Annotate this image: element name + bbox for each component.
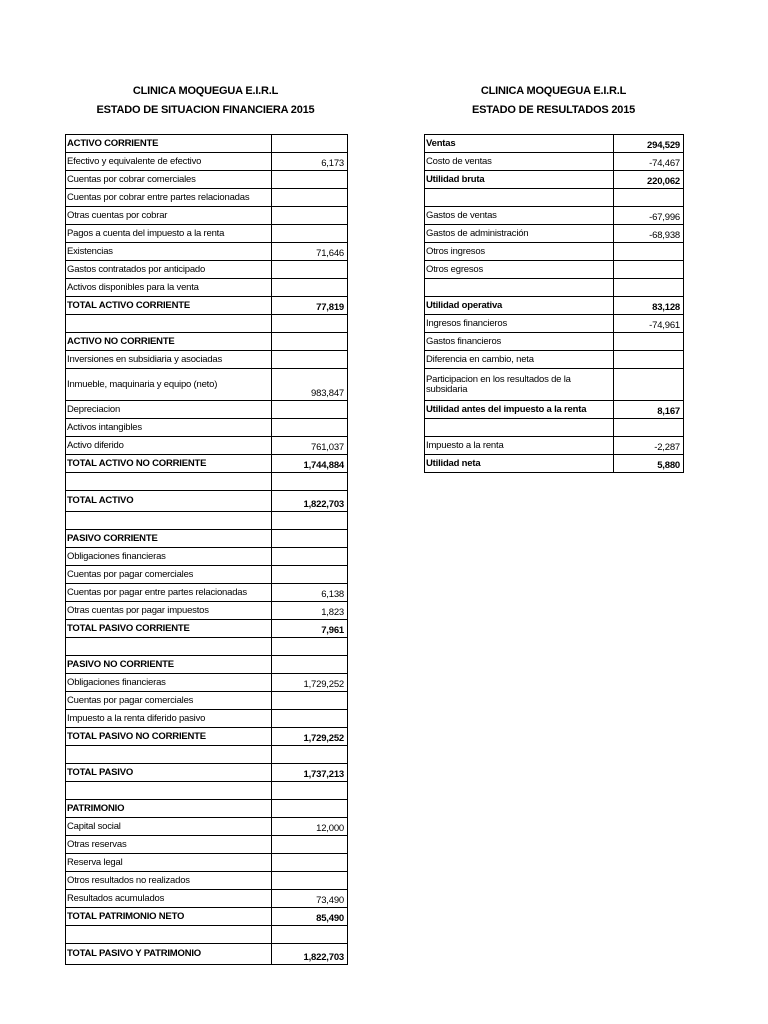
row-label (66, 746, 272, 764)
row-label: Activos disponibles para la venta (66, 279, 272, 297)
table-row (425, 351, 684, 369)
row-label: Gastos de ventas (425, 207, 614, 225)
row-amount (272, 401, 348, 419)
table-row (425, 369, 684, 401)
row-label: Reserva legal (66, 854, 272, 872)
table-row (66, 437, 348, 455)
row-amount: -74,961 (614, 315, 684, 333)
row-amount: -67,996 (614, 207, 684, 225)
row-label: Efectivo y equivalente de efectivo (66, 153, 272, 171)
row-amount: 294,529 (614, 135, 684, 153)
row-amount (272, 836, 348, 854)
row-label: Obligaciones financieras (66, 674, 272, 692)
row-amount (272, 656, 348, 674)
row-amount (272, 189, 348, 207)
table-row (66, 692, 348, 710)
row-amount: 7,961 (272, 620, 348, 638)
row-label (66, 512, 272, 530)
row-label: Inmueble, maquinaria y equipo (neto) (66, 369, 272, 401)
row-amount: 77,819 (272, 297, 348, 315)
row-label: Ingresos financieros (425, 315, 614, 333)
row-amount: 71,646 (272, 243, 348, 261)
balance-sheet-heading (65, 82, 346, 120)
table-row (425, 315, 684, 333)
row-label: PASIVO NO CORRIENTE (66, 656, 272, 674)
balance-sheet-title: ESTADO DE SITUACION FINANCIERA 2015 (96, 104, 315, 116)
row-amount (272, 315, 348, 333)
row-label: Otras cuentas por pagar impuestos (66, 602, 272, 620)
table-row (66, 872, 348, 890)
income-statement-company: CLINICA MOQUEGUA E.I.R.L (480, 85, 627, 97)
row-amount (272, 872, 348, 890)
row-amount: 6,138 (272, 584, 348, 602)
blank-row (66, 782, 348, 800)
table-row (66, 656, 348, 674)
row-label: TOTAL PASIVO Y PATRIMONIO (66, 944, 272, 965)
row-label: Cuentas por cobrar comerciales (66, 171, 272, 189)
blank-row (66, 926, 348, 944)
row-amount (272, 854, 348, 872)
table-row (66, 279, 348, 297)
table-row (66, 602, 348, 620)
row-label: Activo diferido (66, 437, 272, 455)
income-statement-table (424, 134, 684, 473)
row-label: Cuentas por pagar comerciales (66, 692, 272, 710)
row-label: Capital social (66, 818, 272, 836)
row-label: Utilidad antes del impuesto a la renta (425, 401, 614, 419)
blank-row (66, 512, 348, 530)
income-statement-body (425, 135, 684, 473)
row-label (66, 782, 272, 800)
table-row (66, 548, 348, 566)
balance-sheet-company: CLINICA MOQUEGUA E.I.R.L (132, 85, 279, 97)
blank-row (425, 419, 684, 437)
row-amount: 983,847 (272, 369, 348, 401)
table-row (66, 171, 348, 189)
table-row (66, 566, 348, 584)
table-row (66, 369, 348, 401)
row-label: Otras reservas (66, 836, 272, 854)
row-label: Cuentas por pagar comerciales (66, 566, 272, 584)
balance-sheet-body (66, 135, 348, 965)
table-row (66, 261, 348, 279)
table-row (66, 854, 348, 872)
row-label (425, 189, 614, 207)
row-amount: 1,823 (272, 602, 348, 620)
row-amount: 1,744,884 (272, 455, 348, 473)
row-label: Utilidad neta (425, 455, 614, 473)
row-amount: 8,167 (614, 401, 684, 419)
row-label: Utilidad operativa (425, 297, 614, 315)
table-row (66, 153, 348, 171)
balance-sheet-table (65, 134, 348, 965)
row-amount (614, 351, 684, 369)
row-amount: 1,822,703 (272, 491, 348, 512)
table-row (66, 455, 348, 473)
row-label (66, 926, 272, 944)
row-label: PASIVO CORRIENTE (66, 530, 272, 548)
table-row (425, 135, 684, 153)
row-amount: 1,822,703 (272, 944, 348, 965)
row-amount: 1,729,252 (272, 728, 348, 746)
row-label: Depreciacion (66, 401, 272, 419)
row-label: Gastos contratados por anticipado (66, 261, 272, 279)
row-label: ACTIVO CORRIENTE (66, 135, 272, 153)
row-label: ACTIVO NO CORRIENTE (66, 333, 272, 351)
table-row (425, 333, 684, 351)
table-row (66, 530, 348, 548)
table-row (66, 908, 348, 926)
table-row (66, 333, 348, 351)
table-row (425, 437, 684, 455)
table-row (66, 728, 348, 746)
row-amount (272, 800, 348, 818)
row-label: TOTAL PATRIMONIO NETO (66, 908, 272, 926)
row-label: Participacion en los resultados de la subsidaria (425, 369, 614, 401)
row-amount (614, 419, 684, 437)
blank-row (425, 279, 684, 297)
row-label: TOTAL PASIVO CORRIENTE (66, 620, 272, 638)
row-amount (272, 419, 348, 437)
row-amount (614, 369, 684, 401)
row-amount: 85,490 (272, 908, 348, 926)
row-amount (272, 261, 348, 279)
row-amount: 1,737,213 (272, 764, 348, 782)
table-row (66, 800, 348, 818)
row-label: TOTAL PASIVO NO CORRIENTE (66, 728, 272, 746)
blank-row (425, 189, 684, 207)
table-row (425, 401, 684, 419)
row-amount: -2,287 (614, 437, 684, 455)
row-amount (272, 548, 348, 566)
row-amount: 761,037 (272, 437, 348, 455)
row-label: Utilidad bruta (425, 171, 614, 189)
row-label: TOTAL PASIVO (66, 764, 272, 782)
row-amount (272, 135, 348, 153)
row-amount (272, 207, 348, 225)
row-amount: 1,729,252 (272, 674, 348, 692)
row-amount: 73,490 (272, 890, 348, 908)
blank-row (66, 315, 348, 333)
row-amount (272, 512, 348, 530)
row-label: Ventas (425, 135, 614, 153)
table-row (66, 944, 348, 965)
row-label: Activos intangibles (66, 419, 272, 437)
row-label: TOTAL ACTIVO NO CORRIENTE (66, 455, 272, 473)
row-amount (272, 692, 348, 710)
row-amount (272, 171, 348, 189)
row-label: Otros resultados no realizados (66, 872, 272, 890)
row-label (66, 315, 272, 333)
table-row (66, 764, 348, 782)
table-row (66, 243, 348, 261)
row-amount (614, 189, 684, 207)
row-amount (272, 225, 348, 243)
blank-row (66, 746, 348, 764)
income-statement-heading (424, 82, 683, 120)
table-row (66, 491, 348, 512)
row-amount (272, 473, 348, 491)
row-amount (272, 746, 348, 764)
table-row (66, 207, 348, 225)
table-row (425, 225, 684, 243)
row-amount (614, 261, 684, 279)
row-label (425, 419, 614, 437)
row-label: TOTAL ACTIVO (66, 491, 272, 512)
row-label: PATRIMONIO (66, 800, 272, 818)
row-label: Cuentas por cobrar entre partes relacionadas (66, 189, 272, 207)
row-amount (272, 351, 348, 369)
table-row (66, 836, 348, 854)
income-statement-title: ESTADO DE RESULTADOS 2015 (471, 104, 636, 116)
table-row (66, 584, 348, 602)
row-label: Impuesto a la renta diferido pasivo (66, 710, 272, 728)
table-row (66, 401, 348, 419)
table-row (425, 207, 684, 225)
row-label: Obligaciones financieras (66, 548, 272, 566)
table-row (66, 419, 348, 437)
row-amount: 6,173 (272, 153, 348, 171)
row-amount (272, 333, 348, 351)
row-label: Diferencia en cambio, neta (425, 351, 614, 369)
table-row (66, 620, 348, 638)
row-amount (272, 530, 348, 548)
table-row (66, 890, 348, 908)
row-label: TOTAL ACTIVO CORRIENTE (66, 297, 272, 315)
table-row (66, 710, 348, 728)
table-row (425, 261, 684, 279)
row-label: Impuesto a la renta (425, 437, 614, 455)
blank-row (66, 638, 348, 656)
table-row (66, 297, 348, 315)
row-label: Otros ingresos (425, 243, 614, 261)
row-amount (614, 243, 684, 261)
row-label: Costo de ventas (425, 153, 614, 171)
row-amount (272, 566, 348, 584)
row-amount (272, 710, 348, 728)
row-label: Existencias (66, 243, 272, 261)
blank-row (66, 473, 348, 491)
row-label (66, 638, 272, 656)
row-label (66, 473, 272, 491)
row-amount (614, 333, 684, 351)
row-label: Gastos de administración (425, 225, 614, 243)
table-row (425, 243, 684, 261)
row-amount: 5,880 (614, 455, 684, 473)
table-row (425, 297, 684, 315)
row-amount: 12,000 (272, 818, 348, 836)
row-label: Cuentas por pagar entre partes relacionadas (66, 584, 272, 602)
row-amount: 220,062 (614, 171, 684, 189)
row-amount: -68,938 (614, 225, 684, 243)
table-row (66, 225, 348, 243)
row-amount (614, 279, 684, 297)
table-row (66, 674, 348, 692)
row-label: Otros egresos (425, 261, 614, 279)
table-row (66, 135, 348, 153)
row-label: Resultados acumulados (66, 890, 272, 908)
row-label: Otras cuentas por cobrar (66, 207, 272, 225)
row-amount: 83,128 (614, 297, 684, 315)
table-row (425, 171, 684, 189)
row-amount: -74,467 (614, 153, 684, 171)
row-amount (272, 638, 348, 656)
table-row (425, 153, 684, 171)
row-label: Pagos a cuenta del impuesto a la renta (66, 225, 272, 243)
row-amount (272, 926, 348, 944)
row-label: Gastos financieros (425, 333, 614, 351)
row-label (425, 279, 614, 297)
table-row (66, 351, 348, 369)
table-row (66, 189, 348, 207)
row-label: Inversiones en subsidiaria y asociadas (66, 351, 272, 369)
row-amount (272, 279, 348, 297)
row-amount (272, 782, 348, 800)
table-row (425, 455, 684, 473)
table-row (66, 818, 348, 836)
